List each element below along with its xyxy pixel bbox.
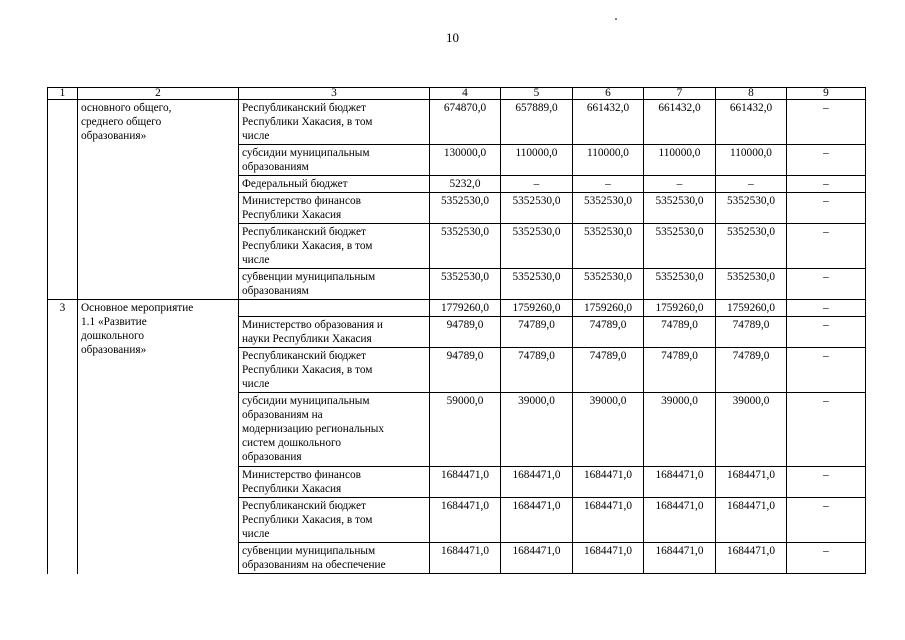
amount-cell: 1684471,0	[430, 467, 501, 498]
amount-cell: 5352530,0	[501, 269, 573, 300]
amount-cell: 1779260,0	[430, 300, 501, 317]
amount-cell: 5352530,0	[430, 224, 501, 269]
amount-cell: 1759260,0	[716, 300, 787, 317]
table-row	[48, 300, 866, 317]
column-9-cell: –	[787, 145, 866, 176]
amount-cell: 5352530,0	[430, 193, 501, 224]
row-number	[48, 100, 78, 300]
amount-cell: 5352530,0	[644, 193, 716, 224]
column-header: 1	[48, 88, 78, 100]
column-header: 3	[239, 88, 430, 100]
scan-speck	[615, 18, 617, 20]
funding-source: субсидии муниципальным образованиям на модернизацию региональных систем дошкольного образования	[239, 393, 430, 467]
amount-cell: 5352530,0	[573, 269, 644, 300]
amount-cell: 5352530,0	[573, 224, 644, 269]
column-9-cell: –	[787, 176, 866, 193]
column-9-cell: –	[787, 193, 866, 224]
amount-cell: 39000,0	[644, 393, 716, 467]
funding-source: Республиканский бюджет Республики Хакасия, в том числе	[239, 348, 430, 393]
amount-cell: 1759260,0	[573, 300, 644, 317]
budget-table	[47, 87, 866, 574]
column-header: 7	[644, 88, 716, 100]
column-9-cell: –	[787, 269, 866, 300]
amount-cell: 5352530,0	[716, 193, 787, 224]
program-title: Основное мероприятие 1.1 «Развитие дошкольного образования»	[78, 300, 239, 574]
amount-cell: 661432,0	[573, 100, 644, 145]
funding-source: Республиканский бюджет Республики Хакасия, в том числе	[239, 224, 430, 269]
amount-cell: –	[501, 176, 573, 193]
amount-cell: 1684471,0	[430, 543, 501, 574]
amount-cell: –	[573, 176, 644, 193]
column-9-cell: –	[787, 498, 866, 543]
amount-cell: 1684471,0	[573, 498, 644, 543]
amount-cell: 1759260,0	[501, 300, 573, 317]
amount-cell: 5352530,0	[644, 224, 716, 269]
funding-source: субвенции муниципальным образованиям	[239, 269, 430, 300]
amount-cell: 1684471,0	[501, 543, 573, 574]
amount-cell: 94789,0	[430, 348, 501, 393]
column-header: 4	[430, 88, 501, 100]
amount-cell: 74789,0	[716, 317, 787, 348]
amount-cell: 74789,0	[573, 317, 644, 348]
amount-cell: –	[644, 176, 716, 193]
amount-cell: 110000,0	[573, 145, 644, 176]
amount-cell: 1684471,0	[501, 498, 573, 543]
amount-cell: 5352530,0	[716, 224, 787, 269]
amount-cell: 1684471,0	[501, 467, 573, 498]
amount-cell: 5352530,0	[430, 269, 501, 300]
amount-cell: 674870,0	[430, 100, 501, 145]
amount-cell: 1684471,0	[430, 498, 501, 543]
amount-cell: 1684471,0	[573, 543, 644, 574]
amount-cell: 39000,0	[501, 393, 573, 467]
amount-cell: 5352530,0	[716, 269, 787, 300]
funding-source: субвенции муниципальным образованиям на обеспечение	[239, 543, 430, 574]
amount-cell: 74789,0	[644, 317, 716, 348]
amount-cell: 1684471,0	[644, 467, 716, 498]
amount-cell: 39000,0	[716, 393, 787, 467]
column-9-cell: –	[787, 100, 866, 145]
column-header: 6	[573, 88, 644, 100]
column-9-cell: –	[787, 467, 866, 498]
amount-cell: 39000,0	[573, 393, 644, 467]
amount-cell: 1684471,0	[573, 467, 644, 498]
amount-cell: 110000,0	[716, 145, 787, 176]
funding-source: субсидии муниципальным образованиям	[239, 145, 430, 176]
amount-cell: 661432,0	[644, 100, 716, 145]
funding-source: Республиканский бюджет Республики Хакасия, в том числе	[239, 100, 430, 145]
amount-cell: 74789,0	[644, 348, 716, 393]
table-row	[48, 100, 866, 145]
funding-source: Министерство образования и науки Республики Хакасия	[239, 317, 430, 348]
amount-cell: 1684471,0	[716, 467, 787, 498]
column-header-row	[48, 88, 866, 100]
amount-cell: 130000,0	[430, 145, 501, 176]
amount-cell: 1684471,0	[644, 498, 716, 543]
amount-cell: 1684471,0	[644, 543, 716, 574]
column-header: 8	[716, 88, 787, 100]
row-number: 3	[48, 300, 78, 574]
column-header: 2	[78, 88, 239, 100]
amount-cell: 657889,0	[501, 100, 573, 145]
column-9-cell: –	[787, 393, 866, 467]
funding-source: Федеральный бюджет	[239, 176, 430, 193]
column-9-cell: –	[787, 348, 866, 393]
amount-cell: 74789,0	[573, 348, 644, 393]
amount-cell: 1684471,0	[716, 498, 787, 543]
page-number: 10	[446, 30, 459, 45]
column-header: 9	[787, 88, 866, 100]
funding-source: Министерство финансов Республики Хакасия	[239, 193, 430, 224]
amount-cell: 74789,0	[501, 317, 573, 348]
column-9-cell: –	[787, 300, 866, 317]
amount-cell: –	[716, 176, 787, 193]
program-title: основного общего, среднего общего образования»	[78, 100, 239, 300]
amount-cell: 74789,0	[716, 348, 787, 393]
amount-cell: 5352530,0	[644, 269, 716, 300]
amount-cell: 59000,0	[430, 393, 501, 467]
column-header: 5	[501, 88, 573, 100]
amount-cell: 94789,0	[430, 317, 501, 348]
column-9-cell: –	[787, 317, 866, 348]
amount-cell: 1684471,0	[716, 543, 787, 574]
amount-cell: 661432,0	[716, 100, 787, 145]
column-9-cell: –	[787, 543, 866, 574]
amount-cell: 5232,0	[430, 176, 501, 193]
amount-cell: 1759260,0	[644, 300, 716, 317]
amount-cell: 110000,0	[501, 145, 573, 176]
amount-cell: 5352530,0	[573, 193, 644, 224]
funding-source: Республиканский бюджет Республики Хакасия, в том числе	[239, 498, 430, 543]
amount-cell: 110000,0	[644, 145, 716, 176]
amount-cell: 74789,0	[501, 348, 573, 393]
funding-source: Министерство финансов Республики Хакасия	[239, 467, 430, 498]
amount-cell: 5352530,0	[501, 193, 573, 224]
column-9-cell: –	[787, 224, 866, 269]
amount-cell: 5352530,0	[501, 224, 573, 269]
funding-source	[239, 300, 430, 317]
